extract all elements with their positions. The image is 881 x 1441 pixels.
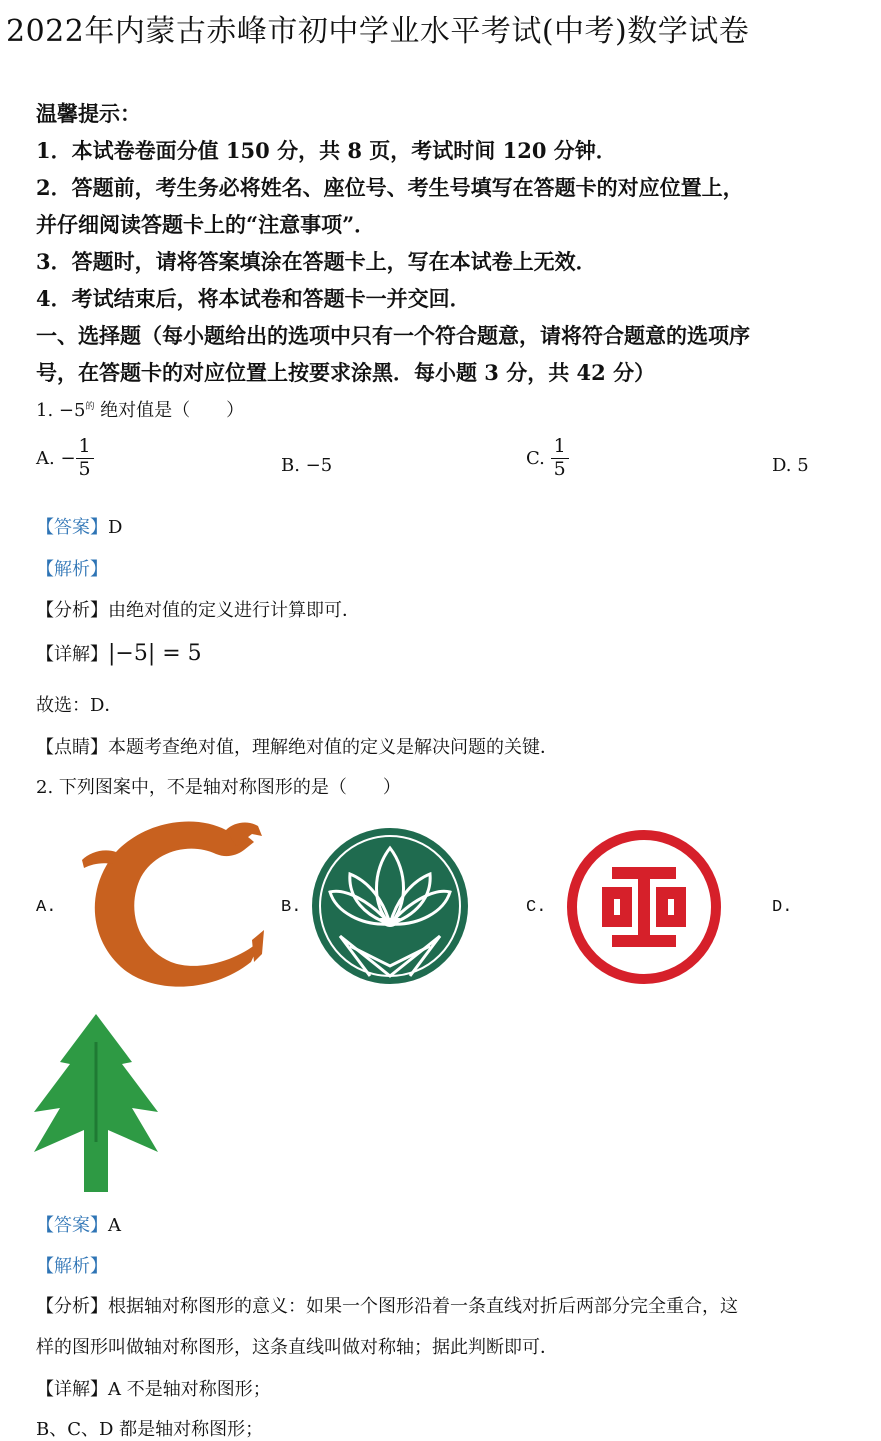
tip-item-3: 3．答题时，请将答案填涂在答题卡上，写在本试卷上无效． [36, 249, 597, 274]
dragon-logo-icon [76, 812, 266, 994]
q2-fenxi-line1: 【分析】根据轴对称图形的意义：如果一个图形沿着一条直线对折后两部分完全重合，这 [36, 1296, 738, 1317]
q1-option-b: B. −5 [281, 455, 333, 476]
tip-item-4: 4．考试结束后，将本试卷和答题卡一并交回． [36, 286, 471, 311]
q2-label-b: B. [281, 898, 302, 917]
q1-option-d: D. 5 [772, 455, 809, 476]
q2-xiangjie: 【详解】A 不是轴对称图形； [36, 1379, 271, 1400]
tree-logo-icon [32, 1012, 160, 1194]
tip-item-2: 2．答题前，考生务必将姓名、座位号、考生号填写在答题卡的对应位置上， [36, 175, 744, 200]
q2-analysis-tag: 【解析】 [36, 1256, 108, 1277]
fraction-a: $\frac{1}{5}$ [76, 436, 94, 481]
q1-option-c: C. $\frac{1}{5}$ [526, 436, 569, 481]
q1-choice: 故选：D． [36, 695, 123, 716]
q1-option-a: A. − $\frac{1}{5}$ [36, 436, 94, 481]
q2-last-line: B、C、D 都是轴对称图形； [36, 1419, 264, 1440]
q1-answer: 【答案】D [36, 517, 123, 538]
q2-answer: 【答案】A [36, 1215, 121, 1236]
question-1-stem: 1. $-5^的$ 绝对值是（ ） [36, 400, 245, 421]
fraction-c: $\frac{1}{5}$ [551, 436, 569, 481]
q2-label-c: C. [526, 898, 547, 917]
section-heading-line2: 号，在答题卡的对应位置上按要求涂黑．每小题 3 分，共 42 分） [36, 360, 656, 385]
lotus-logo-icon [310, 826, 470, 986]
tip-item-2-cont: 并仔细阅读答题卡上的“注意事项”． [36, 212, 376, 237]
q2-label-a: A. [36, 898, 57, 917]
q2-fenxi-line2: 样的图形叫做轴对称图形，这条直线叫做对称轴；据此判断即可． [36, 1337, 558, 1358]
q1-analysis-tag: 【解析】 [36, 559, 108, 580]
tip-item-1: 1．本试卷卷面分值 150 分，共 8 页，考试时间 120 分钟． [36, 138, 617, 163]
section-heading-line1: 一、选择题（每小题给出的选项中只有一个符合题意，请将符合题意的选项序 [36, 323, 750, 348]
q1-dianjing: 【点睛】本题考查绝对值，理解绝对值的定义是解决问题的关键． [36, 737, 558, 758]
q1-fenxi: 【分析】由绝对值的定义进行计算即可． [36, 600, 360, 621]
bank-logo-icon [566, 829, 722, 985]
q1-xiangjie: 【详解】|−5| = 5 [36, 641, 202, 666]
q2-label-d: D. [772, 898, 793, 917]
question-2-stem: 2. 下列图案中，不是轴对称图形的是（ ） [36, 777, 401, 798]
page-title: 2022年内蒙古赤峰市初中学业水平考试(中考)数学试卷 [6, 14, 750, 49]
tips-heading: 温馨提示： [36, 101, 141, 126]
